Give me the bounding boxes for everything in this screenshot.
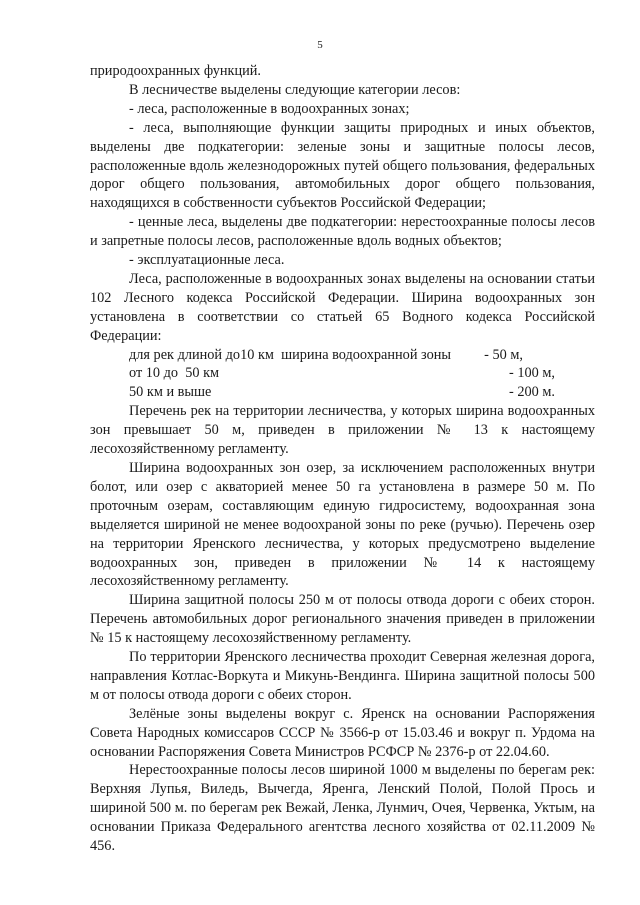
paragraph-continuation: природоохранных функций. xyxy=(90,63,262,79)
paragraph-spawning-strips: Нерестоохранные полосы лесов шириной 1000 м выделены по берегам рек: Верхняя Лупья, Виледь, Вычегда, Яренга, Ленский Полой, Полой Прось и шириной 500 м. по берегам рек Вежай, Ленка, Лунмич, Очея, Червенка, Уктым, на основании Приказа Федерального агентства лесного хозяйства от 02.11.2009 № 456. xyxy=(90,762,595,855)
page-number: 5 xyxy=(317,39,323,51)
paragraph-railway: По территории Яренского лесничества проходит Северная железная дорога, направления Котлас-Воркута и Микунь-Вендинга. Ширина защитной полосы 500 м от полосы отвода дороги с обеих сторон. xyxy=(90,649,595,703)
table-row xyxy=(90,364,595,383)
paragraph-categories-intro: В лесничестве выделены следующие категории лесов: xyxy=(129,81,461,98)
list-item-exploitation-forests: - эксплуатационные леса. xyxy=(129,252,285,269)
body-text xyxy=(90,62,595,856)
table-row xyxy=(90,346,595,365)
list-item-valuable-forests: - ценные леса, выделены две подкатегории: нерестоохранные полосы лесов и запретные полосы лесов, расположенные вдоль водных объектов; xyxy=(90,214,595,250)
paragraph-green-zones: Зелёные зоны выделены вокруг с. Яренск на основании Распоряжения Совета Народных комиссаров СССР № 3566-р от 15.03.46 и вокруг п. Урдома на основании Распоряжения Совета Министров РСФСР № 2376-р от 22.04.60. xyxy=(90,705,595,760)
paragraph-rivers-list: Перечень рек на территории лесничества, у которых ширина водоохранных зон превышает 50 м, приведен в приложении № 13 к настоящему лесохозяйственному регламенту. xyxy=(90,403,595,458)
river-length-range: 50 км и выше xyxy=(129,384,212,401)
river-length-range: от 10 до 50 км xyxy=(129,365,220,382)
water-zone-width-table xyxy=(90,346,595,403)
table-row xyxy=(90,383,595,402)
paragraph-water-zones: Леса, расположенные в водоохранных зонах выделены на основании статьи 102 Лесного кодекса Российской Федерации. Ширина водоохранных зон установлена в соответствии со статьей 65 Водного кодекса Российской Федерации: xyxy=(90,270,595,344)
zone-width: - 100 м, xyxy=(509,365,555,382)
zone-width: - 50 м, xyxy=(484,346,523,363)
zone-width: - 200 м. xyxy=(509,384,555,401)
paragraph-lakes: Ширина водоохранных зон озер, за исключением расположенных внутри болот, или озер с акваторией менее 50 га установлена в размере 50 м. По проточным озерам, составляющим единую гидросистему, водоохранная зона выделяется шириной не менее водоохраной зоны по реке (ручью). Перечень озер на территории Яренского лесничества, у которых предусмотрено выделение водоохранных зон, приведен в приложении № 14 к настоящему лесохозяйственному регламенту. xyxy=(90,459,595,590)
list-item-protective-forests: - леса, выполняющие функции защиты природных и иных объектов, выделены две подкатегории: зеленые зоны и защитные полосы лесов, расположенные вдоль железнодорожных путей общего пользования, федеральных дорог общего пользования, автомобильных дорог общего пользования, находящихся в собственности субъектов Российской Федерации; xyxy=(90,119,595,212)
list-item-water-protection: - леса, расположенные в водоохранных зонах; xyxy=(129,100,410,117)
river-length-range: для рек длиной до10 км ширина водоохранной зоны xyxy=(129,346,452,363)
paragraph-road-strip: Ширина защитной полосы 250 м от полосы отвода дороги с обеих сторон. Перечень автомобильных дорог регионального значения приведен в приложении № 15 к настоящему лесохозяйственному регламенту. xyxy=(90,592,595,647)
